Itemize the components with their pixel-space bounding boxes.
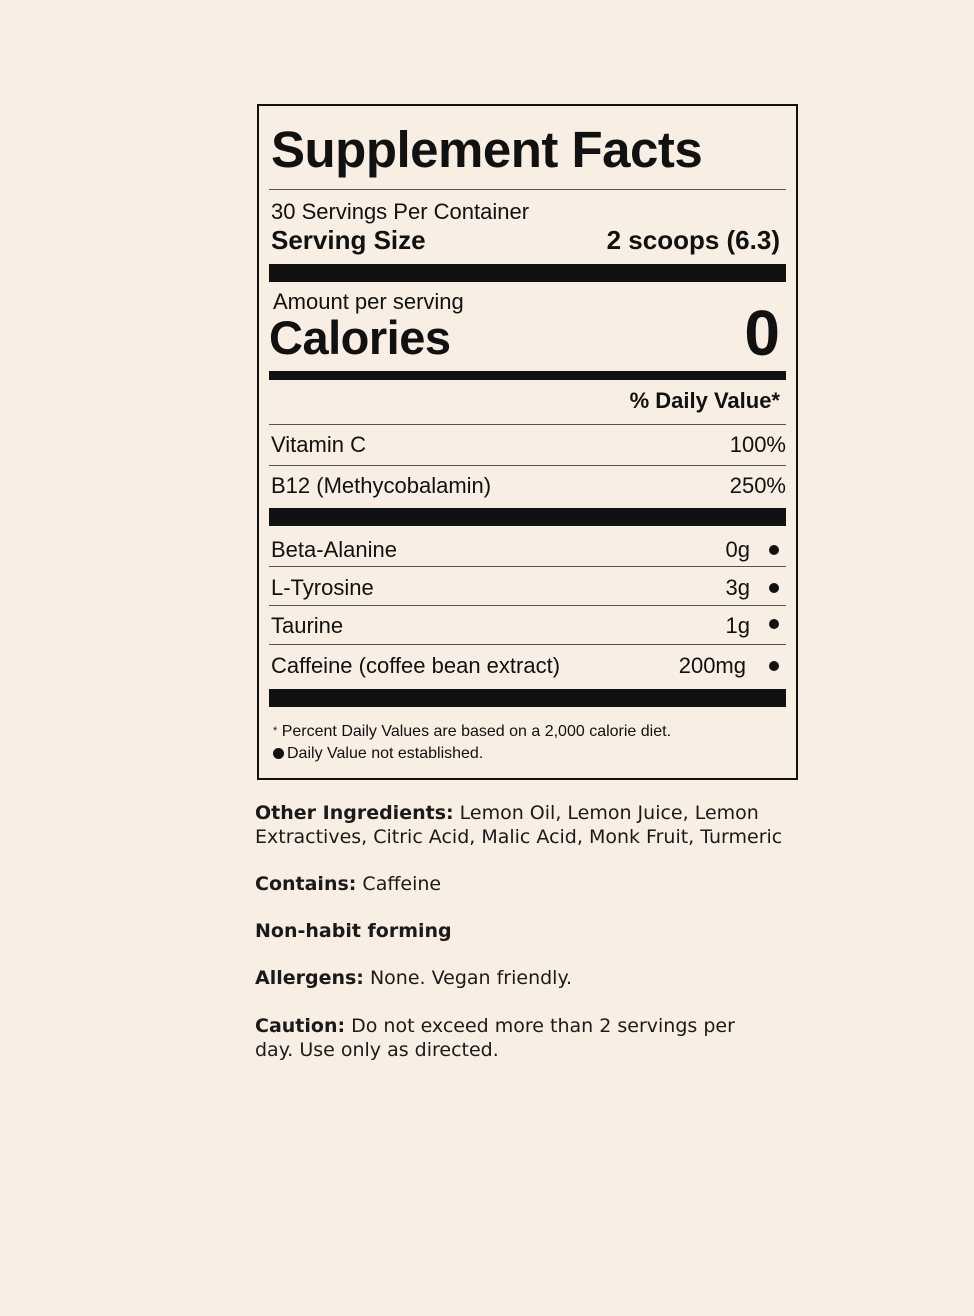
ingredient-value-taurine: 1g [725,613,750,638]
thick-divider [269,371,786,380]
divider [269,605,786,606]
not-established-dot-icon [273,748,284,759]
caution-text: Do not exceed more than 2 servings per day. Use only as directed. [255,1015,735,1061]
label-title: Supplement Facts [271,121,703,178]
other-ingredients [255,801,815,849]
thick-divider [269,508,786,526]
supplement-facts-label [257,104,798,780]
caution-label: Caution: [255,1015,346,1037]
ingredient-value-l-tyrosine: 3g [725,575,750,600]
caution [255,1014,775,1062]
divider [269,189,786,190]
ingredient-name-l-tyrosine: L-Tyrosine [271,575,374,600]
contains-text: Caffeine [362,873,442,895]
ingredient-value-caffeine: 200mg [678,653,746,678]
ingredient-name-taurine: Taurine [271,613,344,638]
calories-label: Calories [269,311,451,364]
nutrient-value-vitamin-c: 100% [729,432,786,457]
calories-value: 0 [744,297,780,369]
footnote-not-established [273,745,483,763]
footnote-daily-value-text: Percent Daily Values are based on a 2,000 calorie diet. [281,723,672,740]
not-established-dot-icon [769,545,779,555]
nutrient-name-vitamin-c: Vitamin C [271,432,366,457]
footnote-not-established-text: Daily Value not established. [287,745,484,762]
serving-size-label: Serving Size [271,225,426,255]
serving-size-value: 2 scoops (6.3) [606,225,780,255]
nutrient-value-b12: 250% [729,473,786,498]
thick-divider [269,264,786,282]
contains-label: Contains: [255,873,357,895]
non-habit-forming [255,919,815,943]
other-ingredients-label: Other Ingredients: [255,802,454,824]
divider [269,465,786,466]
other-ingredients-text: Lemon Oil, Lemon Juice, Lemon Extractives, Citric Acid, Malic Acid, Monk Fruit, Turmeric [255,802,783,848]
divider [269,644,786,645]
allergens-text: None. Vegan friendly. [369,967,573,989]
thick-divider [269,689,786,707]
ingredient-name-caffeine: Caffeine (coffee bean extract) [271,653,561,678]
nutrient-name-b12: B12 (Methycobalamin) [271,473,492,498]
non-habit-text: Non-habit forming [255,920,452,942]
contains [255,872,815,896]
footnote-star-symbol: * [273,725,278,737]
daily-value-header: % Daily Value* [629,388,780,413]
not-established-dot-icon [769,661,779,671]
servings-per-container: 30 Servings Per Container [271,199,530,224]
ingredient-name-beta-alanine: Beta-Alanine [271,537,397,562]
not-established-dot-icon [769,583,779,593]
not-established-dot-icon [769,619,779,629]
amount-per-serving: Amount per serving [273,289,464,314]
divider [269,424,786,425]
ingredient-value-beta-alanine: 0g [725,537,750,562]
allergens [255,966,815,990]
footnote-daily-value [273,723,671,741]
divider [269,566,786,567]
allergens-label: Allergens: [255,967,364,989]
